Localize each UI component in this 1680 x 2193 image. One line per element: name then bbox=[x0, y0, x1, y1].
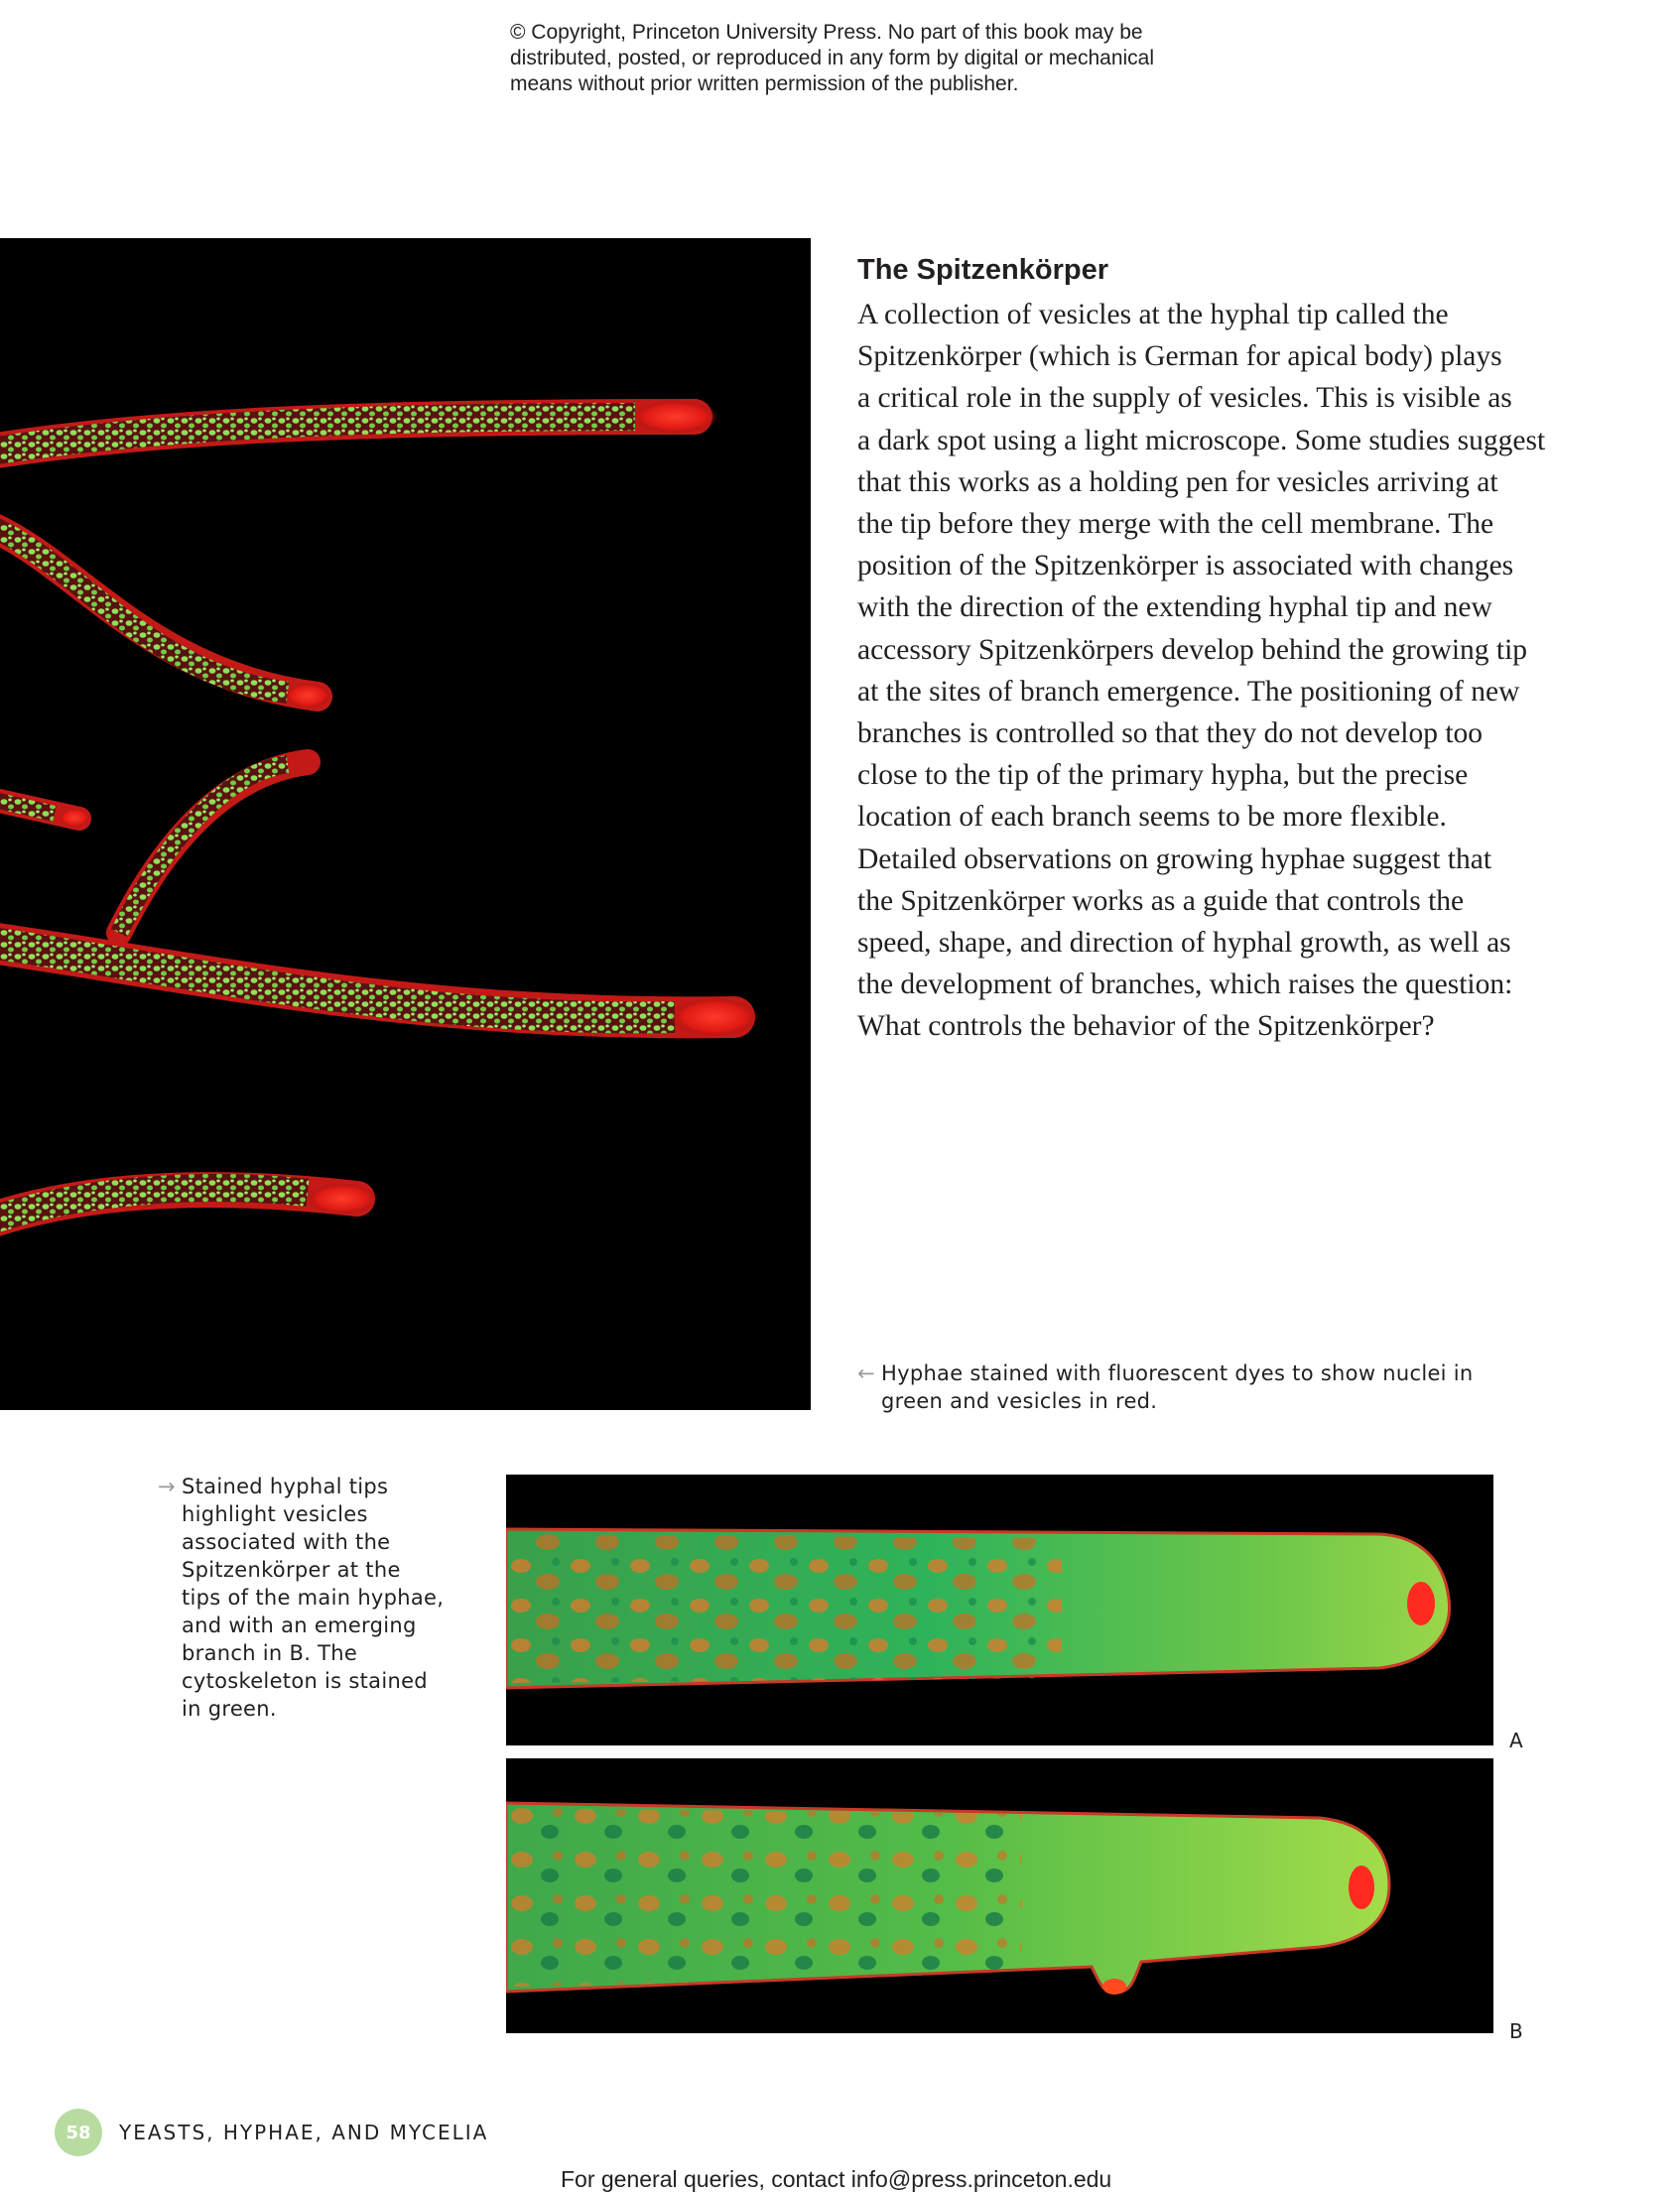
body-line: the development of branches, which raises the question: bbox=[857, 968, 1513, 1001]
hyphae-micrograph-graphic bbox=[0, 238, 811, 1410]
caption-line: Hyphae stained with fluorescent dyes to show nuclei in bbox=[881, 1361, 1474, 1385]
copyright-line: means without prior written permission of the publisher. bbox=[510, 72, 1019, 95]
caption-line: and with an emerging bbox=[182, 1613, 417, 1637]
caption-line: green and vesicles in red. bbox=[881, 1389, 1158, 1413]
hypha-strand-2 bbox=[0, 526, 331, 709]
body-line: the tip before they merge with the cell membrane. The bbox=[857, 508, 1494, 541]
body-line: the Spitzenkörper works as a guide that controls the bbox=[857, 884, 1465, 917]
hypha-strand-3 bbox=[0, 799, 90, 828]
caption-line: Stained hyphal tips bbox=[182, 1475, 389, 1498]
body-line: location of each branch seems to be more flexible. bbox=[857, 801, 1447, 834]
body-line: a critical role in the supply of vesicles. This is visible as bbox=[857, 382, 1512, 415]
body-line: with the direction of the extending hyphal tip and new bbox=[857, 591, 1492, 624]
hypha-strand-5 bbox=[0, 1183, 378, 1221]
hyphal-tip-micrograph-a bbox=[506, 1475, 1493, 1745]
caption-line: associated with the bbox=[182, 1530, 391, 1554]
hypha-strand-1 bbox=[0, 400, 718, 452]
body-line: What controls the behavior of the Spitzenkörper? bbox=[857, 1010, 1435, 1043]
tips-figure-caption bbox=[158, 1473, 445, 1723]
hyphal-tip-a-graphic bbox=[506, 1475, 1493, 1745]
footer-contact: For general queries, contact info@press.princeton.edu bbox=[561, 2166, 1112, 2192]
caption-line: tips of the main hyphae, bbox=[182, 1586, 445, 1610]
copyright-line: distributed, posted, or reproduced in any form by digital or mechanical bbox=[510, 47, 1155, 69]
running-head: YEASTS, HYPHAE, AND MYCELIA bbox=[119, 2121, 489, 2144]
panel-label-a: A bbox=[1509, 1729, 1523, 1752]
body-line: close to the tip of the primary hypha, but the precise bbox=[857, 759, 1469, 792]
main-figure-caption bbox=[857, 1359, 1474, 1415]
body-line: that this works as a holding pen for vesicles arriving at bbox=[857, 465, 1498, 498]
caption-line: Spitzenkörper at the bbox=[182, 1558, 401, 1582]
hypha-strand-4 bbox=[0, 943, 759, 1037]
section-heading: The Spitzenkörper bbox=[857, 254, 1108, 286]
panel-label-b: B bbox=[1509, 2019, 1523, 2043]
hyphal-tip-micrograph-b bbox=[506, 1758, 1493, 2033]
body-line: a dark spot using a light microscope. Some studies suggest bbox=[857, 424, 1546, 456]
body-line: Spitzenkörper (which is German for apical body) plays bbox=[857, 340, 1502, 373]
hyphae-micrograph bbox=[0, 238, 811, 1410]
hyphal-tip-b-graphic bbox=[506, 1758, 1493, 2033]
section-body bbox=[857, 294, 1552, 1048]
hypha-branch bbox=[119, 762, 308, 933]
body-line: Detailed observations on growing hyphae suggest that bbox=[857, 842, 1492, 875]
body-line: accessory Spitzenkörpers develop behind the growing tip bbox=[857, 633, 1528, 666]
copyright-line: © Copyright, Princeton University Press. No part of this book may be bbox=[510, 21, 1143, 44]
body-line: position of the Spitzenkörper is associated with changes bbox=[857, 550, 1514, 582]
arrow-left-icon: ← bbox=[857, 1361, 875, 1385]
copyright-notice bbox=[510, 20, 1225, 97]
body-line: speed, shape, and direction of hyphal growth, as well as bbox=[857, 927, 1511, 960]
body-line: branches is controlled so that they do not develop too bbox=[857, 717, 1484, 750]
caption-line: cytoskeleton is stained bbox=[182, 1669, 428, 1693]
caption-line: branch in B. The bbox=[182, 1641, 358, 1665]
body-line: at the sites of branch emergence. The positioning of new bbox=[857, 675, 1520, 708]
page-number-badge: 58 bbox=[55, 2109, 102, 2156]
caption-line: highlight vesicles bbox=[182, 1502, 368, 1526]
body-line: A collection of vesicles at the hyphal tip called the bbox=[857, 299, 1449, 330]
caption-line: in green. bbox=[182, 1697, 277, 1721]
arrow-right-icon: → bbox=[158, 1475, 176, 1498]
